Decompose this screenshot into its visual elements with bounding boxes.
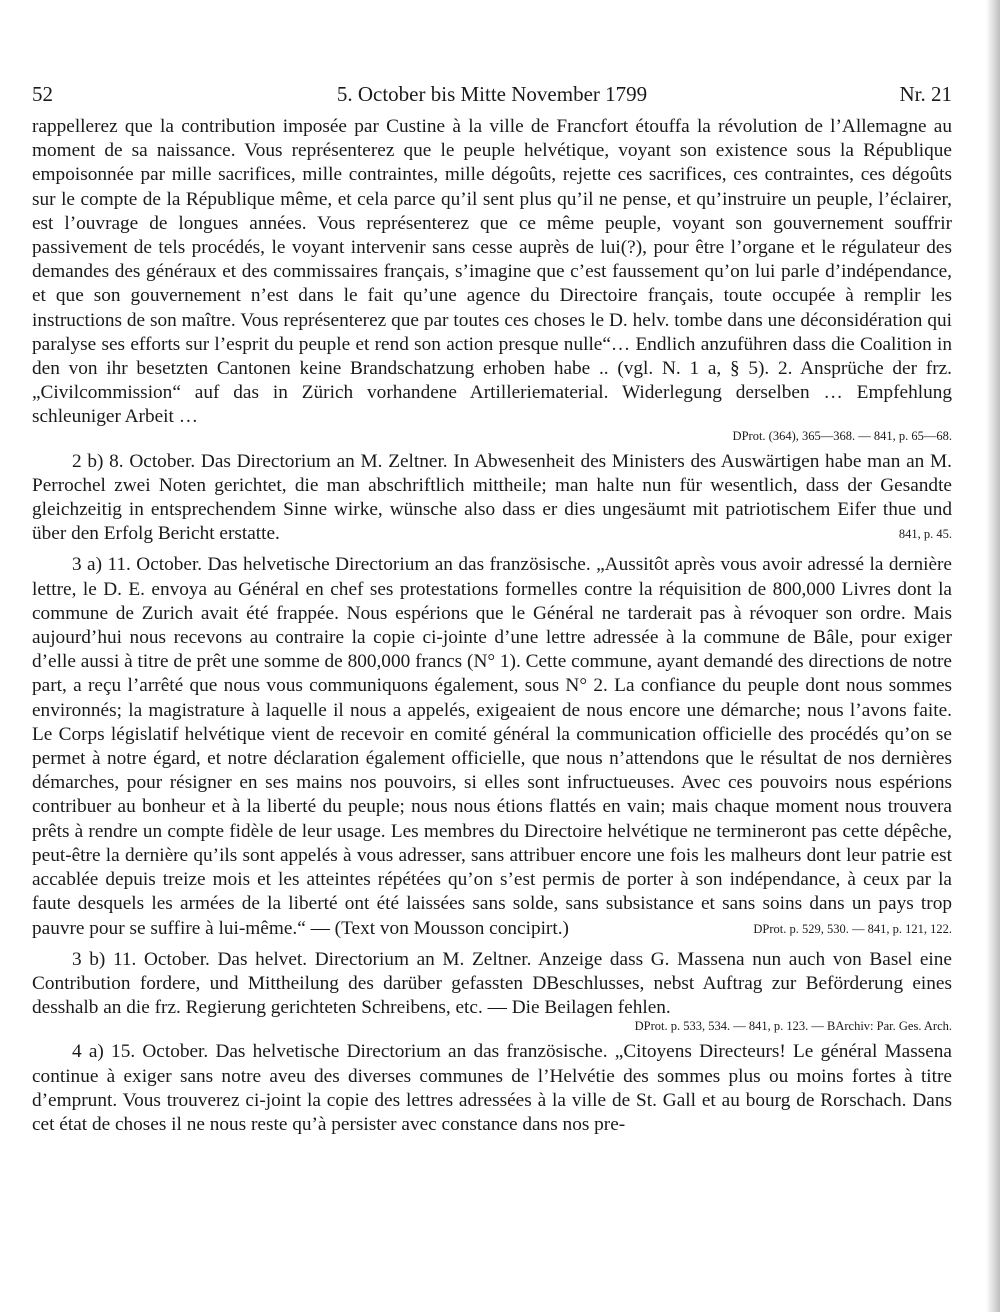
entry-3b	[32, 948, 952, 1021]
running-header	[32, 82, 952, 107]
source-reference: 841, p. 45.	[898, 527, 952, 542]
entry-2b	[32, 450, 952, 547]
entry-text: 2 b) 8. October. Das Directorium an M. Zeltner. In Abwesenheit des Ministers des Auswärtigen habe man an M. Perrochel zwei Noten gerichtet, die man abschriftlich mittheile; man halte nun für wesentlich, dass der Gesandte gleichzeitig in entsprechendem Sinne wirke, wünsche also dass er dies ungesäumt mit patriotischem Eifer thue und über den Erfolg Bericht erstatte.	[32, 450, 952, 545]
entry-text: 3 a) 11. October. Das helvetische Directorium an das französische. „Aussitôt après vous avoir adressé la dernière lettre, le D. E. envoya au Général en chef ses protestations formelles contre la réquisition de 800,000 Livres dont la commune de Zurich avait été frappée. Nous espérions que le Général ne tarderait pas à révoquer son ordre. Mais aujourd’hui nous recevons au contraire la copie ci-jointe d’une lettre adressée à la commune de Bâle, pour exiger d’elle aussi à titre de prêt une somme de 800,000 francs (N° 1). Cette commune, ayant demandé des directions de notre part, a reçu l’arrêté que nous vous communiquons également, sous N° 2. La confiance du peuple dont nous sommes environnés; la magistrature à laquelle il nous a appelés, exigeaient de nous encore une démarche; nous l’avons faite. Le Corps législatif helvétique vient de recevoir en comité général la communication officielle des procédés qu’on se permet à notre égard, et notre déclaration également officielle, que nous n’attendons que le résultat de nos dernières démarches, pour résigner en ses mains nos pouvoirs, si elles sont infructueuses. Avec ces pouvoirs nous espérions contribuer au bonheur et à la liberté du peuple; nous nous étions flattés en vain; mais chaque moment nous trouvera prêts à rendre un compte fidèle de leur usage. Les membres du Directoire helvétique ne termineront pas cette dépêche, peut-être la dernière qu’ils sont appelés à vous adresser, sans attribuer encore une fois les malheurs dont leur patrie est accablée depuis treize mois et les atteintes répétées qu’on s’est permis de porter à son indépendance, à ceux par la faute desquels les armées de la liberté ont été laissées sans solde, sans subsistance et sans soins dans un pays trop pauvre pour se suffire à lui-même.“ — (Text von Mousson concipirt.)	[32, 554, 952, 939]
entry-text: 3 b) 11. October. Das helvet. Directorium an M. Zeltner. Anzeige dass G. Massena nun auch von Basel eine Contribution fordere, und Mittheilung des darüber gefassten DBeschlusses, nebst Auftrag zur Beförderung eines desshalb an die frz. Regierung gerichteten Schreibens, etc. — Die Beilagen fehlen.	[32, 948, 952, 1019]
entry-text: rappellerez que la contribution imposée par Custine à la ville de Francfort étouffa la révolution de l’Allemagne au moment de sa naissance. Vous représenterez que le peuple helvétique, voyant son existence sous la République empoisonnée par mille sacrifices, mille contraintes, mille dégoûts, rejette ces sacrifices, ces contraintes, ces dégoûts sur le compte de la République même, et cela parce qu’il sent plus qu’il ne pense, et qu’instruire un peuple, l’éclairer, est l’ouvrage de longues années. Vous représenterez que ce même peuple, voyant son gouvernement souffrir passivement de tels procédés, le voyant intervenir sans cesse auprès de lui(?), pour être l’organe et le régulateur des demandes des généraux et des commissaires français, s’imagine que c’est faussement qu’on lui parle d’indépendance, et que son gouvernement n’est dans le fait qu’une agence du Directoire français, toute occupée à remplir les instructions de son maître. Vous représenterez que par toutes ces choses le D. helv. tombe dans une déconsidération qui paralyse ses efforts sur l’esprit du peuple et rend son action presque nulle“… Endlich anzuführen dass die Coalition in den von ihr besetzten Cantonen keine Brandschatzung erhoben habe .. (vgl. N. 1 a, § 5). 2. Ansprüche der frz. „Civilcommission“ auf das in Zürich vorhandene Artilleriematerial. Widerlegung derselben … Empfehlung schleuniger Arbeit …	[32, 116, 952, 428]
source-reference: DProt. p. 533, 534. — 841, p. 123. — BArchiv: Par. Ges. Arch.	[634, 1019, 952, 1034]
source-reference: DProt. (364), 365—368. — 841, p. 65—68.	[732, 428, 952, 443]
page-number: 52	[32, 82, 53, 106]
source-reference: DProt. p. 529, 530. — 841, p. 121, 122.	[753, 921, 952, 936]
page-edge-shadow	[986, 0, 1000, 1312]
running-title: 5. October bis Mitte November 1799	[336, 82, 648, 106]
document-number: Nr. 21	[899, 82, 952, 106]
entry-continuation	[32, 115, 952, 430]
entry-3a	[32, 553, 952, 940]
entry-4a	[32, 1040, 952, 1137]
entry-text: 4 a) 15. October. Das helvetische Directorium an das französische. „Citoyens Directeurs! Le général Massena continue à exiger sans notre aveu des diverses communes de l’Helvétie des sommes plus ou moins fortes à titre d’emprunt. Vous trouverez ci-joint la copie des lettres adressées à la ville de St. Gall et au bourg de Rorschach. Dans cet état de choses il ne nous reste qu’à persister avec constance dans nos pre-	[32, 1041, 952, 1135]
